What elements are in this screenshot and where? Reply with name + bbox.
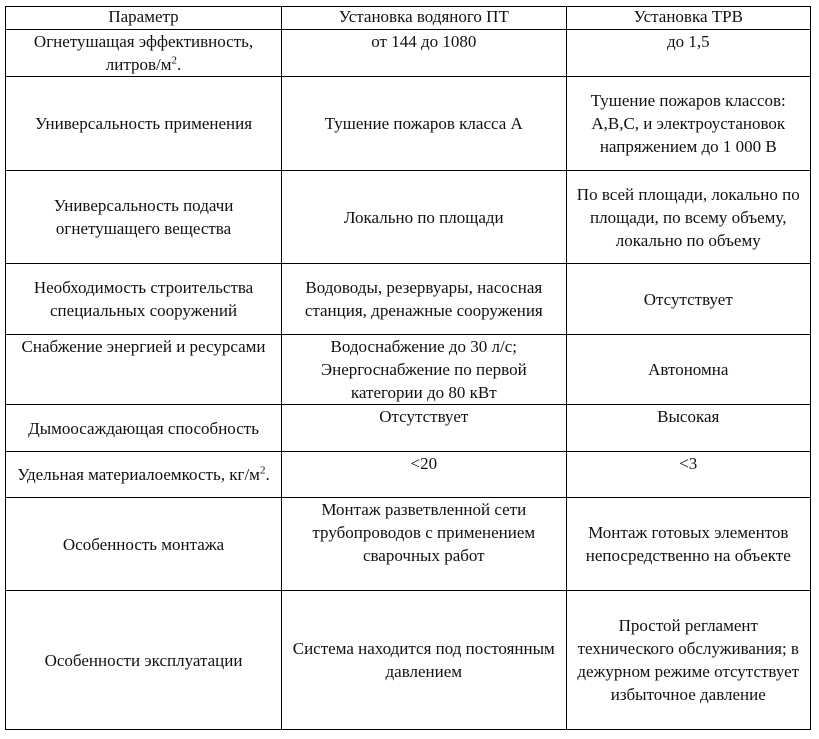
water-cell: Водоснабжение до 30 л/с; Энергоснабжение по первой категории до 80 кВт	[282, 335, 566, 405]
param-text: Удельная материалоемкость, кг/м	[17, 465, 260, 484]
param-cell	[6, 30, 282, 77]
trv-cell: до 1,5	[566, 30, 810, 77]
table-row	[6, 264, 811, 335]
table-row	[6, 30, 811, 77]
water-cell: Отсутствует	[282, 405, 566, 452]
trv-cell: Высокая	[566, 405, 810, 452]
water-cell: Система находится под постоянным давлением	[282, 591, 566, 730]
table-row	[6, 405, 811, 452]
trv-cell: Тушение пожаров классов: А,В,С, и электроустановок напряжением до 1 000 В	[566, 77, 810, 171]
header-water-system: Установка водяного ПТ	[282, 7, 566, 30]
trv-cell: По всей площади, локально по площади, по всему объему, локально по объему	[566, 171, 810, 264]
water-cell: Тушение пожаров класса А	[282, 77, 566, 171]
trv-cell: <3	[566, 452, 810, 498]
comparison-table-container	[5, 6, 811, 730]
trv-cell: Монтаж готовых элементов непосредственно на объекте	[566, 498, 810, 591]
param-cell: Универсальность подачи огнетушащего вещества	[6, 171, 282, 264]
param-cell	[6, 452, 282, 498]
header-parameter: Параметр	[6, 7, 282, 30]
param-cell: Универсальность применения	[6, 77, 282, 171]
param-superscript: 2	[259, 464, 266, 477]
header-trv-system: Установка ТРВ	[566, 7, 810, 30]
trv-cell: Отсутствует	[566, 264, 810, 335]
water-cell: Монтаж разветвленной сети трубопроводов с применением сварочных работ	[282, 498, 566, 591]
table-row	[6, 452, 811, 498]
param-tail: .	[265, 465, 270, 484]
water-cell: Локально по площади	[282, 171, 566, 264]
table-row	[6, 498, 811, 591]
water-cell: <20	[282, 452, 566, 498]
table-row	[6, 591, 811, 730]
param-cell: Снабжение энергией и ресурсами	[6, 335, 282, 405]
water-cell: Водоводы, резервуары, насосная станция, дренажные сооружения	[282, 264, 566, 335]
param-text: Огнетушащая эффективность, литров/м	[33, 32, 254, 74]
trv-cell: Автономна	[566, 335, 810, 405]
header-row	[6, 7, 811, 30]
comparison-table	[5, 6, 811, 730]
trv-cell: Простой регламент технического обслуживания; в дежурном режиме отсутствует избыточное давление	[566, 591, 810, 730]
table-row	[6, 171, 811, 264]
param-cell: Необходимость строительства специальных сооружений	[6, 264, 282, 335]
water-cell: от 144 до 1080	[282, 30, 566, 77]
param-superscript: 2	[171, 54, 178, 67]
param-tail: .	[177, 55, 182, 74]
param-cell: Дымоосаждающая способность	[6, 405, 282, 452]
table-row	[6, 77, 811, 171]
param-cell: Особенности эксплуатации	[6, 591, 282, 730]
param-cell: Особенность монтажа	[6, 498, 282, 591]
table-row	[6, 335, 811, 405]
